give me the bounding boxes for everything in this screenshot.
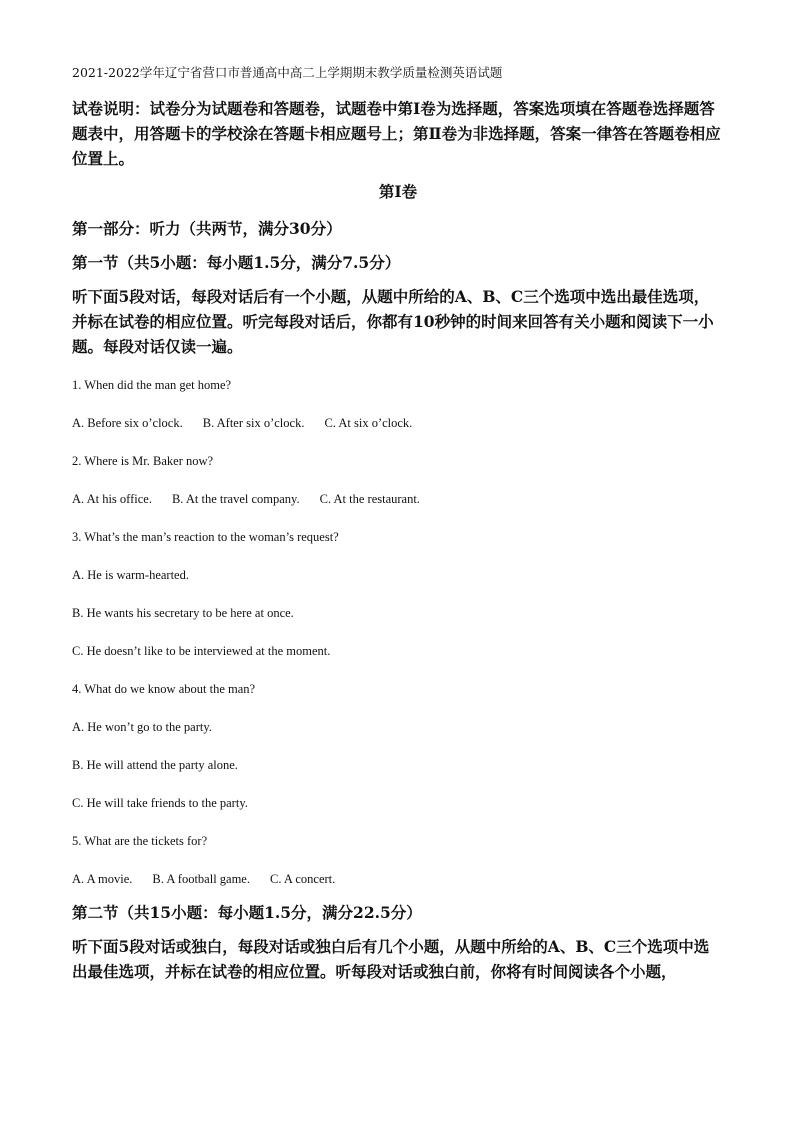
option-a: A. He won’t go to the party. <box>72 720 212 734</box>
part1-heading: 第一部分：听力（共两节，满分30分） <box>72 219 342 238</box>
option-b: B. He will attend the party alone. <box>72 758 238 772</box>
option-c: C. At the restaurant. <box>319 492 420 506</box>
option-c: C. At six o’clock. <box>324 416 413 430</box>
exam-instructions: 试卷说明：试卷分为试题卷和答题卷，试题卷中第Ⅰ卷为选择题，答案选项填在答题卷选择题答题表中，用答题卡的学校涂在答题卡相应题号上；第Ⅱ卷为非选择题，答案一律答在答题卷相应位置上。 <box>72 99 721 168</box>
question-stem: 2. Where is Mr. Baker now? <box>72 454 214 468</box>
option-c: C. He will take friends to the party. <box>72 796 248 810</box>
volume-heading: 第Ⅰ卷 <box>378 182 418 201</box>
question-stem: 5. What are the tickets for? <box>72 834 208 848</box>
section1-instructions: 听下面5段对话，每段对话后有一个小题，从题中所给的A、B、C三个选项中选出最佳选项，并标在试卷的相应位置。听完每段对话后，你都有10秒钟的时间来回答有关小题和阅读下一小题。每段对话仅读一遍。 <box>72 287 714 356</box>
option-b: B. A football game. <box>152 872 250 886</box>
question-stem: 4. What do we know about the man? <box>72 682 256 696</box>
option-b: B. After six o’clock. <box>202 416 305 430</box>
exam-title: 2021-2022学年辽宁省营口市普通高中高二上学期期末教学质量检测英语试题 <box>72 65 503 80</box>
option-a: A. Before six o’clock. <box>72 416 183 430</box>
exam-page <box>72 64 724 993</box>
option-a: A. A movie. <box>72 872 133 886</box>
option-c: C. He doesn’t like to be interviewed at the moment. <box>72 644 331 658</box>
option-b: B. At the travel company. <box>171 492 300 506</box>
question-options <box>72 870 724 888</box>
question-stem: 1. When did the man get home? <box>72 378 232 392</box>
section2-heading: 第二节（共15小题：每小题1.5分，满分22.5分） <box>72 903 422 922</box>
question-options <box>72 490 724 508</box>
option-b: B. He wants his secretary to be here at once. <box>72 606 294 620</box>
question-stem: 3. What’s the man’s reaction to the woman’s request? <box>72 530 339 544</box>
question-options <box>72 414 724 432</box>
option-c: C. A concert. <box>269 872 336 886</box>
option-a: A. At his office. <box>72 492 152 506</box>
section2-instructions: 听下面5段对话或独白，每段对话或独白后有几个小题，从题中所给的A、B、C三个选项中选出最佳选项，并标在试卷的相应位置。听每段对话或独白前，你将有时间阅读各个小题， <box>72 937 710 981</box>
section1-heading: 第一节（共5小题：每小题1.5分，满分7.5分） <box>72 253 401 272</box>
option-a: A. He is warm-hearted. <box>72 568 189 582</box>
